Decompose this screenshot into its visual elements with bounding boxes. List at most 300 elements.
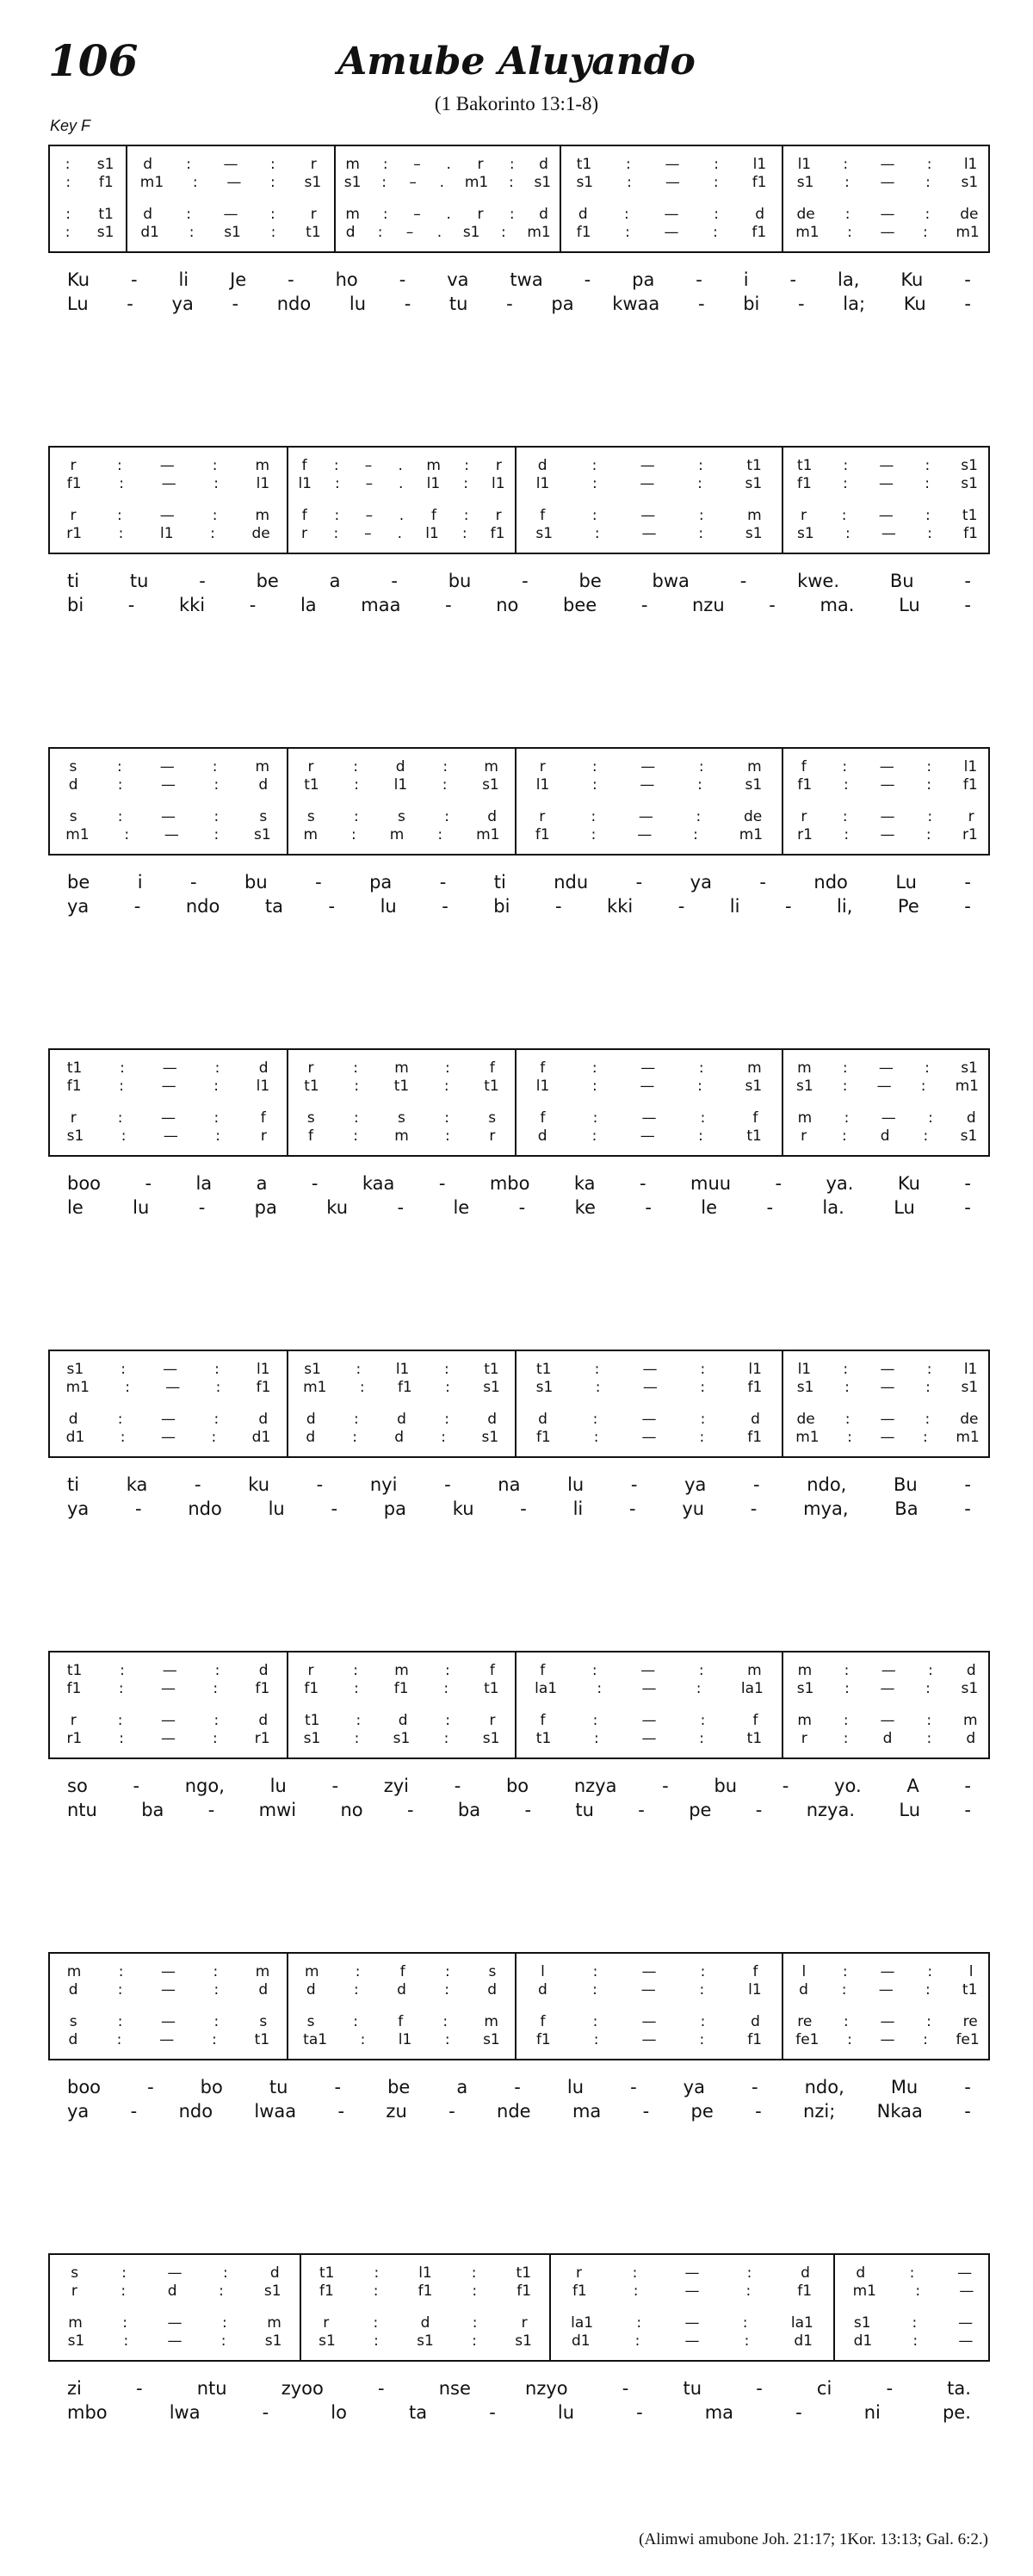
solfa-token: : [65,206,71,223]
lyric-syllable: nse [438,2378,471,2399]
solfa-token: : [923,1127,929,1145]
solfa-token: s1 [796,174,814,191]
solfa-token: m [303,826,318,843]
solfa-token: — [160,808,176,825]
solfa-token: s1 [66,1127,84,1145]
solfa-token: : [592,1411,598,1428]
lyric-syllable: be [256,571,279,591]
solfa-token: m [255,457,269,474]
solfa-token: : [333,457,339,474]
solfa-token: : [189,224,195,241]
solfa-token: f1 [797,2283,813,2300]
solfa-token: : [700,1361,706,1378]
solfa-token: r [71,2283,77,2300]
solfa-token: d1 [853,2332,873,2350]
lyric-syllable: ndo, [804,2077,844,2097]
lyric-syllable: nde [497,2101,531,2122]
solfa-token: m1 [476,826,500,843]
solfa-token: : [270,174,275,191]
solfa-token: : [444,1059,450,1077]
solfa-token: r [801,507,807,524]
solfa-token: : [186,156,191,173]
lyric-syllable: - [964,571,971,591]
solfa-token: s1 [796,1379,814,1396]
solfa-token: : [912,2314,918,2332]
solfa-token: : [699,2031,705,2048]
solfa-token: m1 [955,1078,979,1095]
lyric-syllable: - [520,1498,527,1519]
solfa-token: : [121,2283,127,2300]
solfa-token: : [633,2283,639,2300]
solfa-token: f [540,1109,546,1127]
solfa-token: — [879,475,894,492]
lyric-syllable: Ku [900,269,924,290]
solfa-token: d [537,457,547,474]
solfa-token: — [684,2314,700,2332]
solfa-token: r [477,156,484,173]
solfa-token: : [213,2013,220,2030]
solfa-token: : [120,1429,126,1446]
solfa-token: : [698,525,704,542]
lyric-syllable: - [964,293,971,314]
solfa-token: : [842,1127,847,1145]
solfa-token: : [213,1712,220,1729]
lyric-syllable: - [399,269,406,290]
solfa-token: s1 [483,1379,500,1396]
lyric-syllable: - [630,2077,637,2097]
lyric-syllable: lwa [169,2402,201,2423]
solfa-token: m [394,1059,409,1077]
voice-line [50,2330,300,2352]
solfa-token: : [377,224,383,241]
solfa-token: : [592,1109,598,1127]
measure [287,1652,515,1757]
solfa-token: — [641,1730,657,1747]
solfa-token: : [925,174,931,191]
lyric-line [48,1195,990,1220]
solfa-token: : [742,2314,748,2332]
music-system [48,1350,990,1458]
solfa-token: r [307,758,314,775]
voice-line [516,1125,782,1147]
lyric-syllable: - [127,293,133,314]
voice-line [50,1376,287,1399]
solfa-token: : [844,2013,849,2030]
solfa-token: f1 [98,174,114,191]
lyric-syllable: lu [133,1197,150,1218]
solfa-token: : [909,2264,915,2282]
lyric-syllable: - [249,595,257,615]
solfa-token: d1 [65,1429,85,1446]
solfa-token: : [844,1680,850,1697]
solfa-token: – [413,156,421,173]
solfa-token: : [213,776,220,794]
solfa-token: — [880,776,895,794]
solfa-token: l1 [426,475,441,492]
lyric-syllable: pe [689,1800,712,1820]
solfa-token: : [210,525,215,542]
lyric-syllable: kki [607,896,634,917]
solfa-token: : [374,2332,379,2350]
solfa-token: : [847,1429,852,1446]
lyric-syllable: - [798,293,805,314]
solfa-token: — [167,2264,182,2282]
solfa-token: de [960,1411,979,1428]
solfa-token: — [163,1361,178,1378]
solfa-token: m [797,1662,813,1679]
lyric-syllable: va [447,269,469,290]
lyric-syllable: bee [563,595,597,615]
lyric-syllable: - [189,872,197,893]
solfa-token: r [539,808,546,825]
solfa-token: s1 [343,174,362,191]
lyric-syllable: le [701,1197,718,1218]
solfa-token: . [446,156,451,173]
lyric-syllable: - [407,1800,414,1820]
solfa-token: s1 [853,2314,871,2332]
solfa-token: — [641,1963,657,1980]
solfa-token: — [160,776,176,794]
solfa-token: — [880,206,895,223]
solfa-token: r1 [797,826,813,843]
solfa-token: d [258,776,269,794]
solfa-token: : [699,1981,705,1998]
solfa-token: s [488,1963,497,1980]
solfa-token: : [925,1059,930,1077]
solfa-token: r1 [66,525,83,542]
solfa-token: : [215,1127,220,1145]
lyric-syllable: nzu [692,595,725,615]
solfa-token: : [354,1680,359,1697]
lyric-syllable: pe. [942,2402,971,2423]
solfa-token: s1 [303,1730,321,1747]
solfa-token: — [640,1078,655,1095]
solfa-token: : [118,1963,124,1980]
lyric-syllable: bi [67,595,84,615]
solfa-token: d [966,1109,976,1127]
solfa-token: la1 [790,2314,813,2332]
solfa-token: — [881,1109,896,1127]
lyric-syllable: Nkaa [876,2101,923,2122]
solfa-token: s1 [304,174,322,191]
measure [782,1050,992,1155]
solfa-token: : [841,507,847,524]
voice-line [783,1677,992,1700]
voice-line [288,473,515,495]
lyric-syllable: - [316,1474,324,1495]
solfa-token: : [746,2264,752,2282]
lyric-syllable: i [743,269,749,290]
solfa-token: t1 [962,1981,978,1998]
solfa-token: — [880,1361,895,1378]
solfa-token: : [445,1379,450,1396]
lyric-line [48,2375,990,2401]
solfa-token: d [801,2264,810,2282]
solfa-token: : [122,2314,127,2332]
measure [50,749,287,854]
solfa-token: d [306,1429,316,1446]
solfa-token: : [123,2332,129,2350]
lyric-syllable: A [906,1776,919,1796]
solfa-token: : [354,776,360,794]
lyric-syllable: lu [557,2402,575,2423]
lyric-syllable: - [136,2378,143,2399]
solfa-token: : [844,1379,850,1396]
lyric-syllable: ci [816,2378,832,2399]
lyric-syllable: pa [383,1498,406,1519]
solfa-token: d [751,2013,760,2030]
solfa-token: : [213,1730,218,1747]
solfa-token: s [306,808,315,825]
lyric-syllable: - [315,872,322,893]
solfa-token: — [664,224,679,241]
solfa-token: — [640,507,656,524]
voice-line [50,824,287,846]
lyric-syllable: nzyo [525,2378,568,2399]
lyric-syllable: ti [67,571,80,591]
solfa-token: : [219,2283,224,2300]
solfa-token: t1 [319,2264,335,2282]
solfa-token: m [345,206,360,223]
lyric-syllable: - [232,293,239,314]
solfa-token: : [843,1361,849,1378]
solfa-token: — [641,1680,657,1697]
solfa-token: r [477,206,484,223]
lyric-syllable: nzya [573,1776,617,1796]
solfa-token: : [843,475,848,492]
solfa-token: r [323,2314,330,2332]
solfa-token: : [928,1662,933,1679]
lyric-syllable: so [67,1776,88,1796]
solfa-token: : [65,156,71,173]
solfa-token: f1 [255,1680,270,1697]
solfa-token: — [880,156,895,173]
solfa-token: r [307,1662,314,1679]
voice-line [127,171,334,194]
lyric-syllable: - [629,1498,636,1519]
solfa-token: de [251,525,270,542]
lyric-syllable: - [522,571,529,591]
lyric-syllable: ndo [276,293,312,314]
solfa-token: l1 [159,525,174,542]
lyric-syllable: Lu [894,1197,915,1218]
voice-line [288,1075,515,1097]
lyric-syllable: - [331,1498,338,1519]
solfa-token: s [306,2013,315,2030]
voice-line [336,221,560,244]
lyric-syllable: - [442,896,448,917]
lyric-syllable: Ku [903,293,926,314]
solfa-token: r [300,525,307,542]
solfa-token: : [65,174,71,191]
solfa-token: s [71,2264,79,2282]
solfa-token: : [116,758,122,775]
solfa-token: : [212,2031,217,2048]
lyric-line [48,1797,990,1823]
lyric-syllable: pe [690,2101,714,2122]
solfa-token: t1 [484,1680,499,1697]
measure [50,1351,287,1456]
solfa-token: : [591,1078,597,1095]
lyric-syllable: - [755,1800,763,1820]
solfa-token: : [700,1379,706,1396]
solfa-token: s [488,1109,497,1127]
hymn-number: 106 [48,35,139,86]
lyric-syllable: ma [704,2402,734,2423]
solfa-token: de [743,808,763,825]
solfa-token: — [957,2264,973,2282]
lyric-syllable: ti [493,872,506,893]
footnote: (Alimwi amubone Joh. 21:17; 1Kor. 13:13; Gal. 6:2.) [639,2530,988,2548]
solfa-token: l1 [748,1361,762,1378]
solfa-token: : [333,525,339,542]
solfa-token: d [306,1981,316,1998]
lyric-syllable: la. [822,1197,844,1218]
lyric-syllable: tu [129,571,149,591]
voice-line [301,2280,549,2302]
lyric-syllable: na [498,1474,521,1495]
lyric-syllable: - [262,2402,269,2423]
lyric-syllable: pa [632,269,655,290]
solfa-token: d [395,758,405,775]
solfa-token: — [160,1712,176,1729]
solfa-token: f1 [747,1379,763,1396]
lyric-syllable: ka [573,1173,596,1194]
lyric-syllable: nzya. [806,1800,856,1820]
solfa-token: : [624,206,629,223]
solfa-token: f1 [747,2031,763,2048]
solfa-token: f [540,1662,546,1679]
solfa-token: : [212,457,218,474]
solfa-token: : [382,206,388,223]
solfa-token: — [223,156,238,173]
solfa-token: f1 [66,1680,82,1697]
voice-line [288,774,515,796]
lyric-syllable: - [514,2077,521,2097]
solfa-token: d [880,1127,890,1145]
solfa-token: d [487,1411,498,1428]
measure [782,749,992,854]
solfa-token: d1 [794,2332,813,2350]
solfa-token: — [638,808,653,825]
lyric-syllable: - [645,1197,652,1218]
lyric-syllable: tu [683,2378,702,2399]
solfa-token: f [260,1109,266,1127]
solfa-token: : [700,1963,706,1980]
solfa-token: : [927,808,933,825]
solfa-token: f [398,2013,404,2030]
solfa-token: : [463,507,469,524]
lyric-syllable: a [329,571,341,591]
solfa-token: d [397,1981,406,1998]
lyric-syllable: lu [269,1776,287,1796]
solfa-token: : [713,224,718,241]
solfa-token: : [591,1662,597,1679]
solfa-token: s1 [462,224,480,241]
solfa-token: : [353,1662,358,1679]
solfa-token: : [698,1059,704,1077]
lyric-syllable: ma. [820,595,855,615]
solfa-token: : [501,224,506,241]
solfa-token: : [591,475,597,492]
solfa-token: l1 [535,776,550,794]
solfa-token: s1 [253,826,271,843]
solfa-token: : [592,1981,597,1998]
solfa-token: — [958,2332,974,2350]
lyric-syllable: - [199,571,206,591]
solfa-token: : [214,1059,220,1077]
solfa-token: — [881,1662,896,1679]
lyric-syllable: - [130,269,138,290]
lyric-line [48,1773,990,1799]
solfa-token: — [880,2031,895,2048]
lyric-syllable: ba [457,1800,481,1820]
lyric-syllable: - [489,2402,496,2423]
solfa-token: m [255,1963,270,1980]
solfa-token: — [878,1059,894,1077]
lyric-syllable: - [964,1173,971,1194]
solfa-token: : [360,2031,366,2048]
solfa-token: : [117,1109,123,1127]
lyric-syllable: tu [448,293,468,314]
solfa-token: : [636,2314,642,2332]
lyric-syllable: ke [574,1197,596,1218]
solfa-token: : [847,2031,852,2048]
lyric-syllable: yu [682,1498,705,1519]
solfa-token: s1 [961,1059,978,1077]
solfa-token: f1 [516,2283,532,2300]
lyric-syllable: nzi; [803,2101,836,2122]
solfa-token: s [259,808,268,825]
solfa-token: . [398,457,403,474]
solfa-token: d [394,1429,405,1446]
solfa-token: f [431,507,437,524]
solfa-token: d [397,1411,406,1428]
lyric-syllable: ho [335,269,358,290]
music-system [48,446,990,554]
solfa-token: t1 [484,1361,499,1378]
solfa-token: d [143,206,153,223]
solfa-token: m [747,1059,762,1077]
voice-line [50,1979,287,2001]
solfa-token: — [160,1680,176,1697]
lyric-syllable: - [630,1474,638,1495]
solfa-token: s1 [304,1361,321,1378]
lyric-syllable: ku [452,1498,474,1519]
solfa-token: : [698,457,703,474]
solfa-token: — [161,1730,176,1747]
solfa-token: : [698,1127,703,1145]
lyric-line [48,291,990,317]
solfa-token: d [539,206,548,223]
solfa-token: s1 [96,224,114,241]
solfa-token: : [213,1109,220,1127]
solfa-token: s1 [797,525,814,542]
solfa-token: s [306,1109,315,1127]
solfa-token: m [797,1712,812,1729]
solfa-token: : [594,525,600,542]
solfa-token: s1 [535,1379,554,1396]
solfa-token: r [495,457,502,474]
solfa-token: l1 [963,1361,978,1378]
voice-line [783,824,992,846]
solfa-token: : [335,475,340,492]
solfa-token: m1 [464,174,489,191]
solfa-token: — [880,2013,895,2030]
solfa-token: m1 [956,1429,980,1446]
solfa-token: — [641,1109,657,1127]
solfa-token: : [117,1981,123,1998]
